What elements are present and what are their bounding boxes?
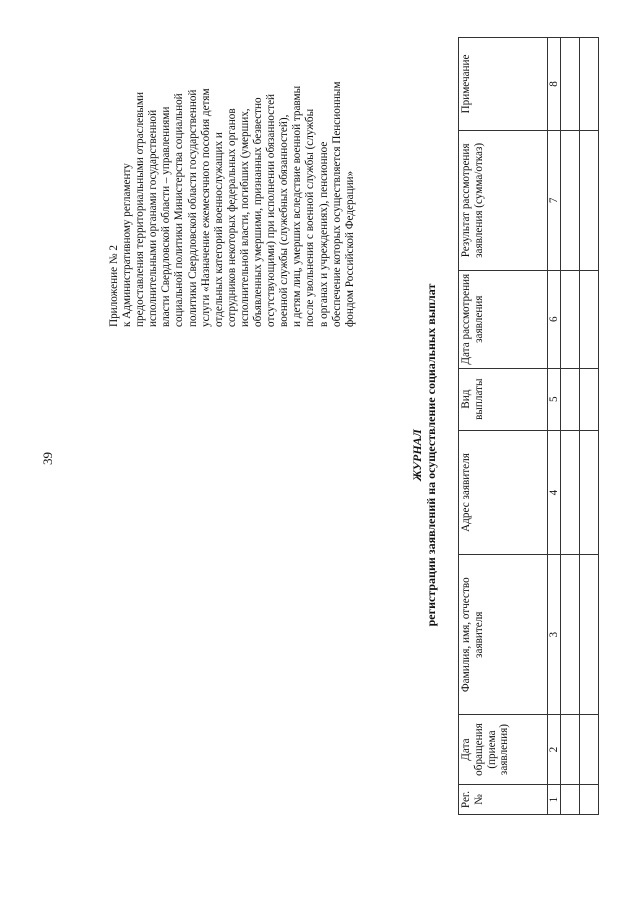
journal-subtitle: регистрации заявлений на осуществление социальных выплат (424, 283, 438, 627)
appendix-line: власти Свердловской области – управлениями (160, 106, 173, 327)
appendix-line: военной службы (служебных обязанностей), (278, 114, 291, 327)
table-cell (561, 715, 580, 785)
table-header-row (459, 38, 548, 815)
table-cell (561, 368, 580, 430)
column-number: 3 (548, 555, 561, 715)
appendix-note (108, 27, 357, 327)
table-row (561, 38, 580, 815)
column-number-row (548, 38, 561, 815)
appendix-line: Приложение № 2 (108, 245, 120, 327)
table-cell (580, 785, 599, 815)
appendix-line: обеспечение которых осуществляется Пенсионным (330, 81, 343, 327)
appendix-line: объявленных умершими, признанных безвестно (252, 97, 265, 327)
appendix-line: сотрудников некоторых федеральных органов (225, 108, 238, 327)
appendix-line: предоставления территориальными отраслевыми (134, 92, 147, 327)
header-cell: Фамилия, имя, отчество заявителя (459, 555, 548, 715)
table-cell (561, 270, 580, 368)
page-number: 39 (40, 452, 55, 465)
column-number: 1 (548, 785, 561, 815)
appendix-line: исполнительными органами государственной (147, 109, 160, 327)
table-cell (580, 430, 599, 555)
register-table (458, 37, 599, 815)
column-number: 7 (548, 130, 561, 270)
journal-title: ЖУРНАЛ (410, 429, 424, 481)
appendix-line: после увольнения с военной службы (службы (304, 108, 317, 327)
column-number: 8 (548, 38, 561, 131)
appendix-line: фондом Российской Федерации» (343, 170, 356, 327)
header-cell: Дата обращения (приема заявления) (459, 715, 548, 785)
column-number: 6 (548, 270, 561, 368)
table-cell (580, 130, 599, 270)
column-number: 4 (548, 430, 561, 555)
appendix-line: отсутствующими) при исполнении обязанностей (265, 93, 278, 327)
header-cell: Адрес заявителя (459, 430, 548, 555)
table-cell (580, 38, 599, 131)
table-cell (580, 368, 599, 430)
column-number: 2 (548, 715, 561, 785)
appendix-line: исполнительной власти, погибших (умерших, (238, 108, 251, 327)
appendix-line: в органах и учреждениях), пенсионное (317, 141, 330, 327)
table-cell (561, 785, 580, 815)
table-cell (580, 270, 599, 368)
table-cell (561, 430, 580, 555)
table-cell (580, 555, 599, 715)
table-cell (561, 38, 580, 131)
table-cell (561, 130, 580, 270)
appendix-line: отдельных категорий военнослужащих и (212, 132, 225, 327)
header-cell: Вид выплаты (459, 368, 548, 430)
appendix-line: социальной политики Министерства социальной (173, 93, 186, 327)
column-number: 5 (548, 368, 561, 430)
appendix-line: политики Свердловской области государственной (186, 89, 199, 327)
header-cell: Рег. № (459, 785, 548, 815)
appendix-line: услуги «Назначение ежемесячного пособия детям (199, 88, 212, 327)
table-cell (580, 715, 599, 785)
header-cell: Результат рассмотрения заявления (сумма/отказ) (459, 130, 548, 270)
table-cell (561, 555, 580, 715)
table-row (580, 38, 599, 815)
journal-heading (410, 255, 438, 655)
header-cell: Дата рассмотрения заявления (459, 270, 548, 368)
appendix-line: и детям лиц, умерших вследствие военной травмы (291, 85, 304, 327)
appendix-line: к Административному регламенту (121, 163, 134, 327)
header-cell: Примечание (459, 38, 548, 131)
